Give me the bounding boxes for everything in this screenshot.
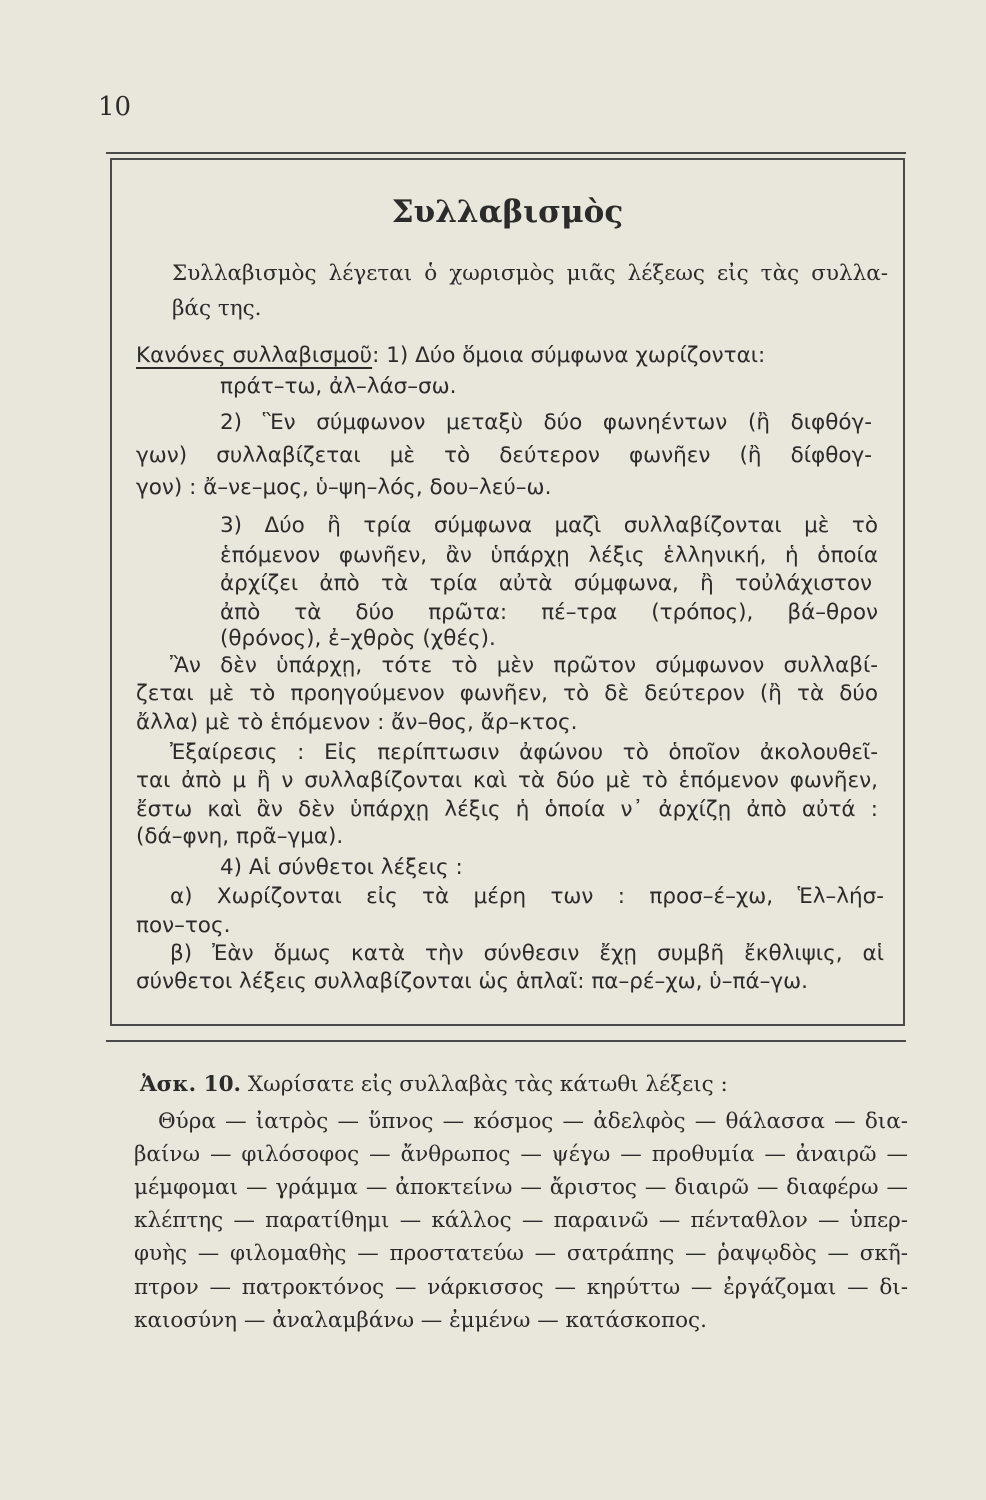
exercise-line: πτρον — πατροκτόνος — νάρκισσος — κηρύττω — ἐργάζομαι — δι- [134, 1275, 908, 1300]
rule-3-line: 3) Δύο ἢ τρία σύμφωνα μαζὶ συλλαβίζονται μὲ τὸ [220, 513, 878, 538]
rule-3-line: ἀπὸ τὰ δύο πρῶτα: πέ–τρα (τρόπος), βά–θρον [220, 600, 878, 625]
rule-3-line: ἄλλα) μὲ τὸ ἑπόμενον : ἄν–θος, ἄρ–κτος. [136, 710, 578, 735]
rule-4-heading: 4) Αἱ σύνθετοι λέξεις : [220, 855, 463, 880]
definition-line: Συλλαβισμὸς λέγεται ὁ χωρισμὸς μιᾶς λέξεως εἰς τὰς συλλα- [172, 261, 888, 286]
rule-4-line: σύνθετοι λέξεις συλλαβίζονται ὡς ἁπλαῖ: πα–ρέ–χω, ὑ–πά–γω. [136, 969, 808, 994]
rule-4-line: πον–τος. [136, 913, 231, 938]
exercise-line: Θύρα — ἰατρὸς — ὕπνος — κόσμος — ἀδελφὸς — θάλασσα — δια- [158, 1109, 908, 1134]
section-title: Συλλαβισμὸς [391, 194, 624, 230]
rule-3-line: ἀρχίζει ἀπὸ τὰ τρία αὐτὰ σύμφωνα, ἢ τοὐλάχιστον [220, 571, 872, 596]
exercise-heading [140, 1071, 728, 1099]
rule-3-line: (θρόνος), ἐ–χθρὸς (χθές). [220, 626, 496, 651]
exercise-label: Ἀσκ. 10. [140, 1072, 242, 1097]
rule-4-line: β) Ἐὰν ὅμως κατὰ τὴν σύνθεσιν ἔχῃ συμβῆ ἔκθλιψις, αἱ [170, 941, 884, 966]
rule-2-line: γων) συλλαβίζεται μὲ τὸ δεύτερον φωνῆεν (ἢ δίφθογ- [136, 443, 872, 468]
rule-2-line: 2) Ἓν σύμφωνον μεταξὺ δύο φωνηέντων (ἢ διφθόγ- [220, 410, 872, 435]
exercise-line: φυὴς — φιλομαθὴς — προστατεύω — σατράπης — ῥαψῳδὸς — σκῆ- [134, 1241, 908, 1266]
rule-3-line: ἑπόμενον φωνῆεν, ἂν ὑπάρχῃ λέξις ἑλληνική, ἡ ὁποία [220, 543, 878, 568]
rule-3-line: ζεται μὲ τὸ προηγούμενον φωνῆεν, τὸ δὲ δεύτερον (ἢ τὰ δύο [136, 681, 878, 706]
page-number: 10 [98, 92, 132, 122]
bottom-rule [106, 1040, 906, 1042]
exception-line: ἔστω καὶ ἂν δὲν ὑπάρχῃ λέξις ἡ ὁποία ν᾽ ἀρχίζῃ ἀπὸ αὐτά : [136, 797, 878, 822]
rules-label: Κανόνες συλλαβισμοῦ [136, 343, 373, 368]
exception-line: (δά–φνη, πρᾶ–γμα). [136, 824, 344, 849]
rule-1-example: πράτ–τω, ἀλ–λάσ–σω. [220, 374, 457, 399]
rule-1-text: 1) Δύο ὅμοια σύμφωνα χωρίζονται: [386, 343, 766, 368]
exercise-line: καιοσύνη — ἀναλαμβάνω — ἐμμένω — κατάσκοπος. [134, 1308, 707, 1333]
exercise-line: βαίνω — φιλόσοφος — ἄνθρωπος — ψέγω — προθυμία — ἀναιρῶ — [134, 1142, 908, 1167]
syllabification-box [110, 158, 905, 1026]
exception-line: ται ἀπὸ μ ἢ ν συλλαβίζονται καὶ τὰ δύο μὲ τὸ ἑπόμενον φωνῆεν, [136, 768, 878, 793]
exercise-line: μέμφομαι — γράμμα — ἀποκτείνω — ἄριστος — διαιρῶ — διαφέρω — [134, 1175, 908, 1200]
rule-2-line: γον) : ἄ–νε–μος, ὑ–ψη–λός, δου–λεύ–ω. [136, 475, 552, 500]
top-rule [106, 152, 906, 154]
exercise-line: κλέπτης — παρατίθημι — κάλλος — παραινῶ — πένταθλον — ὑπερ- [134, 1208, 908, 1233]
exception-line: Ἐξαίρεσις : Εἰς περίπτωσιν ἀφώνου τὸ ὁποῖον ἀκολουθεῖ- [170, 740, 878, 765]
definition-line: βάς της. [172, 296, 262, 321]
rule-1-heading: Κανόνες συλλαβισμοῦ: 1) Δύο ὅμοια σύμφωνα χωρίζονται: [136, 343, 766, 368]
rule-3-line: Ἂν δὲν ὑπάρχῃ, τότε τὸ μὲν πρῶτον σύμφωνον συλλαβί- [170, 653, 878, 678]
exercise-instruction: Χωρίσατε εἰς συλλαβὰς τὰς κάτωθι λέξεις : [247, 1072, 728, 1097]
rule-4-line: α) Χωρίζονται εἰς τὰ μέρη των : προσ–έ–χω, Ἑλ–λήσ- [170, 884, 884, 909]
